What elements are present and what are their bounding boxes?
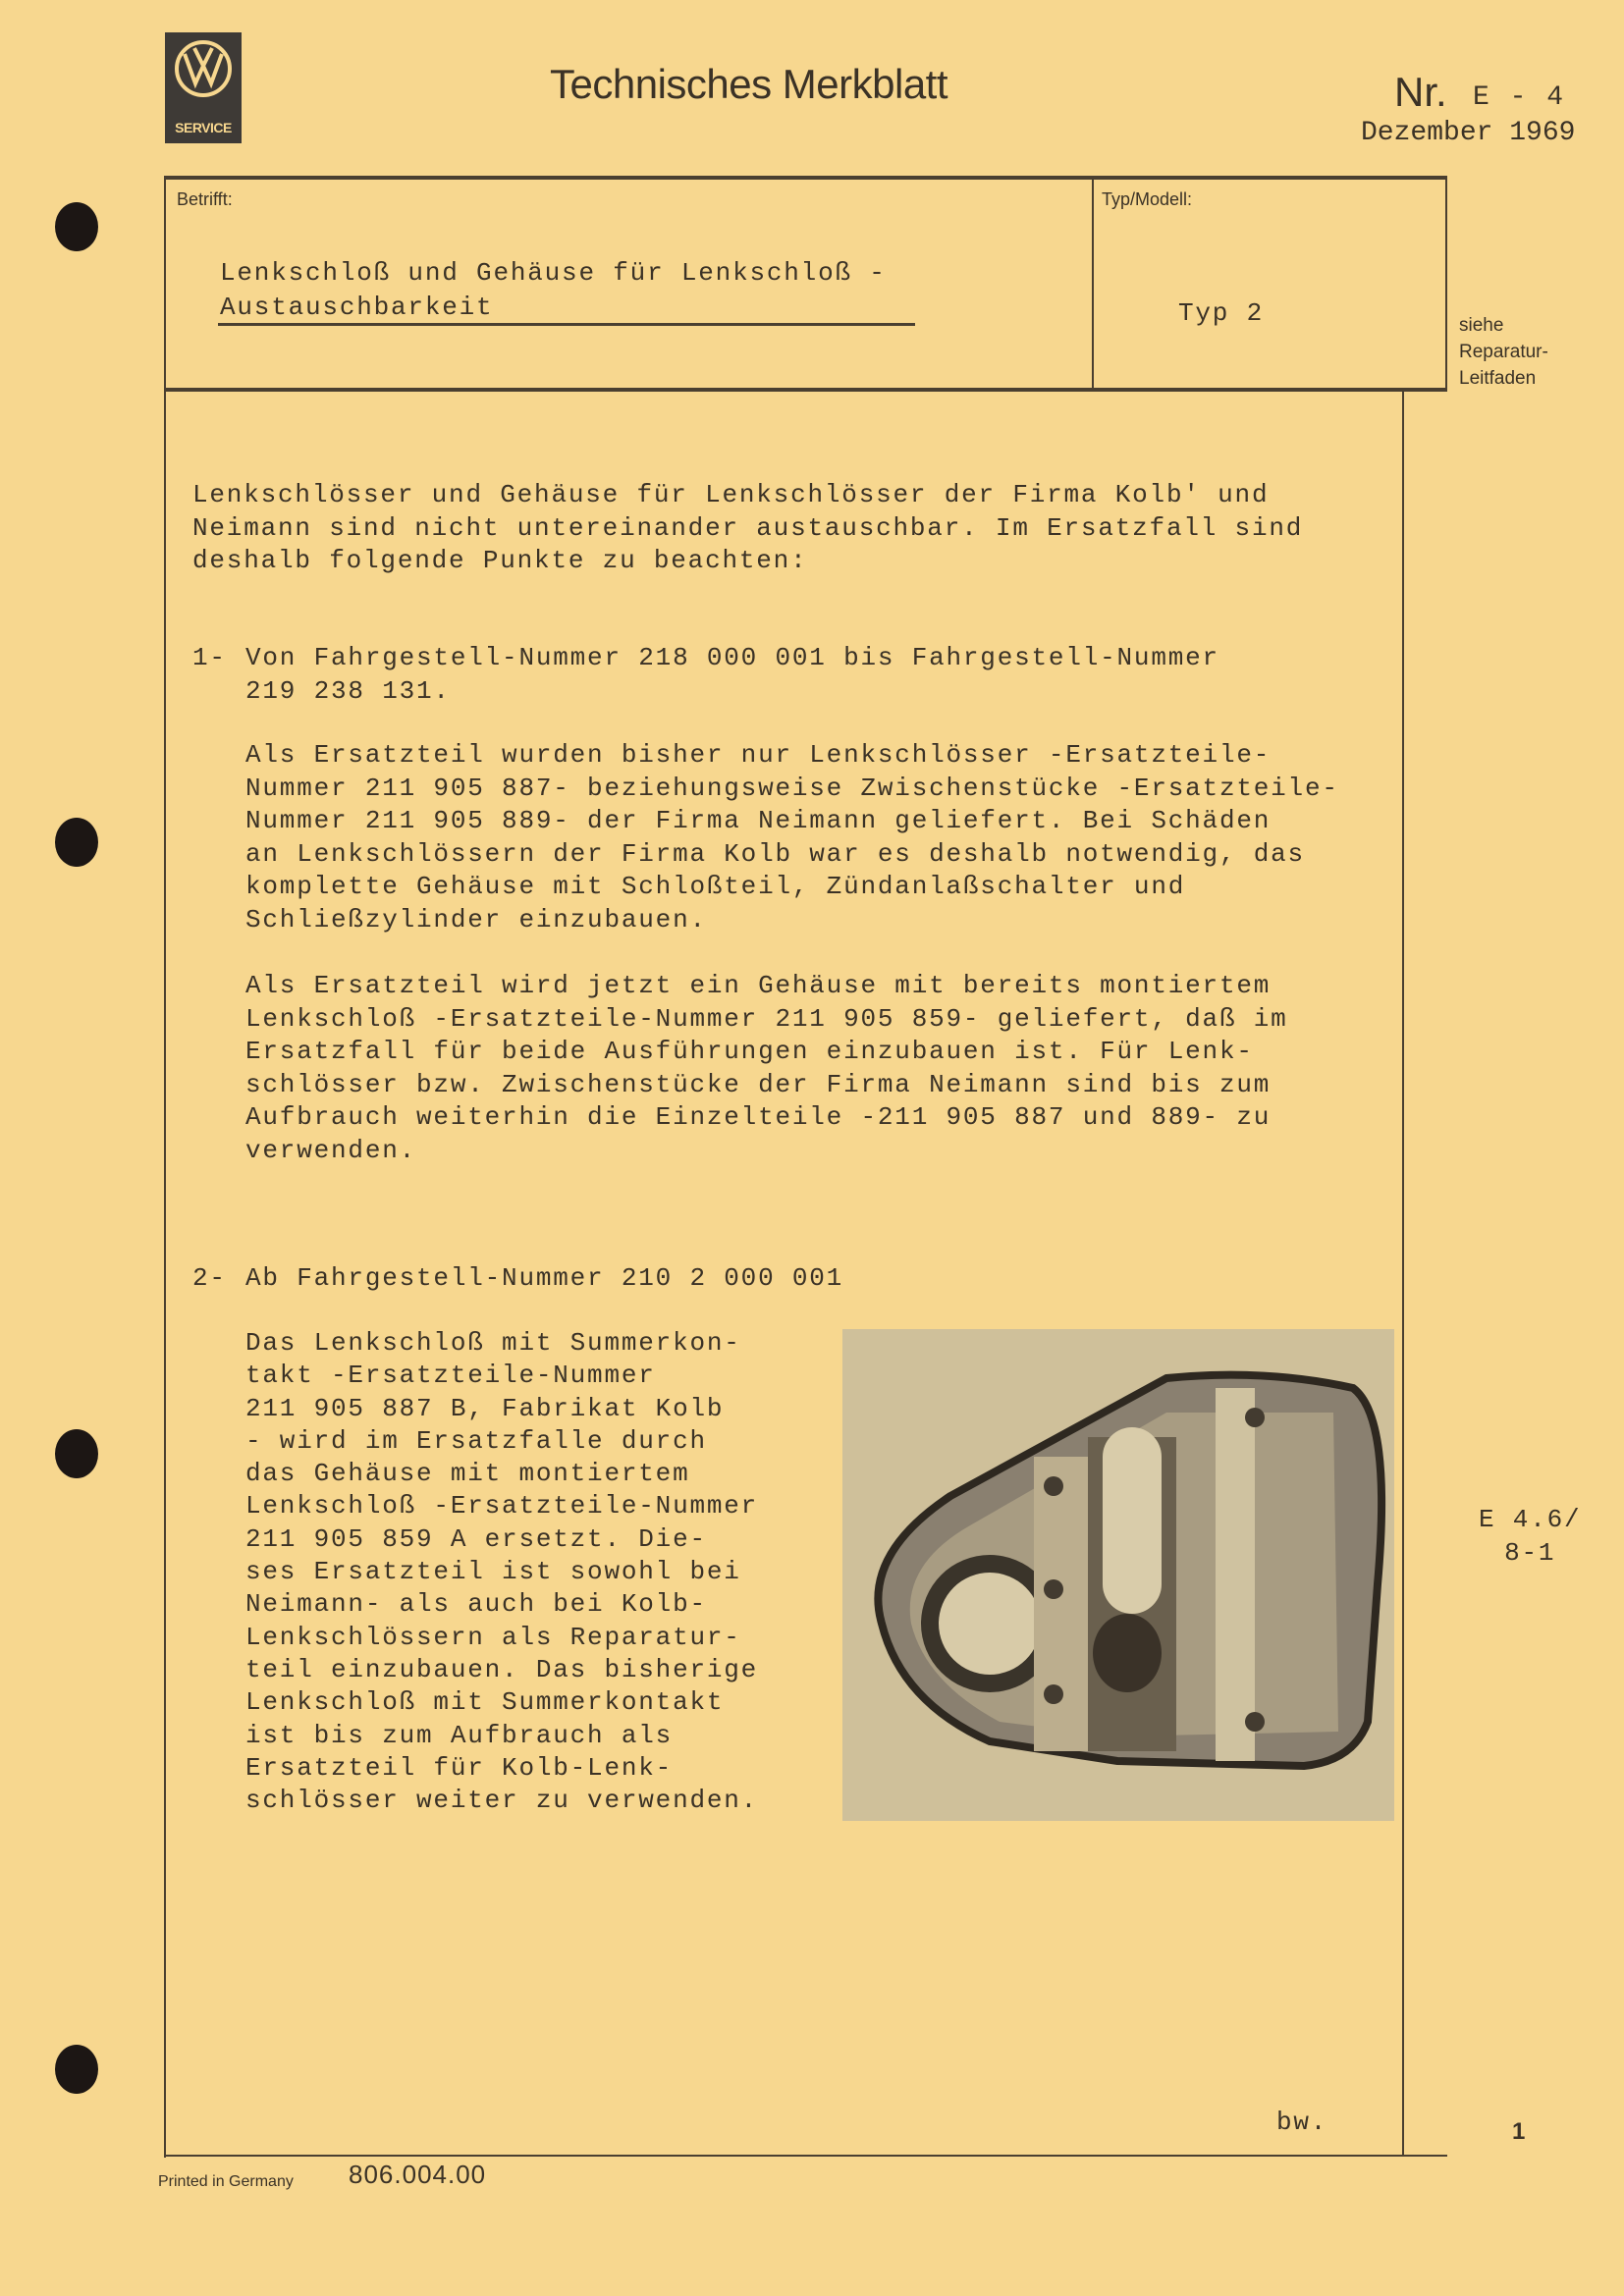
form-number: 806.004.00 [349,2160,487,2189]
vw-service-logo [165,32,242,143]
punch-hole [55,2045,98,2094]
page-number: 1 [1512,2118,1526,2145]
content-bottom-border [164,2155,1447,2157]
typ-column-divider [1092,179,1094,390]
box-top-border [164,176,1447,180]
item-2-number: 2- [192,1263,227,1293]
subject-underline [218,323,915,326]
item-1-heading: Von Fahrgestell-Nummer 218 000 001 bis Fahrgestell-Nummer 219 238 131. [245,643,1219,706]
side-note: siehe Reparatur- Leitfaden [1459,315,1548,389]
number-value: E - 4 [1473,82,1566,113]
item-2-paragraph: Das Lenkschloß mit Summerkon- takt -Ersatzteile-Nummer 211 905 887 B, Fabrikat Kolb - wird im Ersatzfalle durch das Gehäuse mit montiertem Lenkschloß -Ersatzteile-Nummer 211 905 859 A ersetzt. Die- ses Ersatzteil ist sowohl bei Neimann- als auch bei Kolb- Lenkschlössern als Reparatur- teil einzubauen. Das bisherige Lenkschloß mit Summerkontakt ist bis zum Aufbrauch als Ersatzteil für Kolb-Lenk- schlösser weiter zu verwenden. [245,1328,759,1816]
box-left-border [164,177,166,2158]
document-title: Technisches Merkblatt [550,61,948,107]
repair-manual-reference: E 4.6/ 8-1 [1479,1505,1582,1568]
punch-hole [55,818,98,867]
content-right-border [1402,390,1404,2157]
typ-label: Typ/Modell: [1102,189,1193,209]
subject-line-1: Lenkschloß und Gehäuse für Lenkschloß - [220,258,887,288]
intro-paragraph: Lenkschlösser und Gehäuse für Lenkschlösser der Firma Kolb' und Neimann sind nicht untereinander austauschbar. Im Ersatzfall sind deshalb folgende Punkte zu beachten: [192,480,1304,575]
item-2-heading: Ab Fahrgestell-Nummer 210 2 000 001 [245,1263,844,1293]
subject-line-2: Austauschbarkeit [220,293,494,322]
printed-in-germany: Printed in Germany [158,2173,294,2190]
betrifft-label: Betrifft: [177,189,233,209]
number-label: Nr. [1394,69,1447,115]
item-1-paragraph-1: Als Ersatzteil wurden bisher nur Lenkschlösser -Ersatzteile- Nummer 211 905 887- beziehungsweise Zwischenstücke -Ersatzteile- Nummer 211 905 889- der Firma Neimann geliefert. Bei Schäden an Lenkschlössern der Firma Kolb war es deshalb notwendig, das komplette Gehäuse mit Schloßteil, Zündanlaßschalter und Schließzylinder einzubauen. [245,740,1339,934]
typ-value: Typ 2 [1178,298,1265,328]
punch-hole [55,202,98,251]
item-1-number: 1- [192,643,227,672]
vw-logo-icon [173,38,234,99]
steering-lock-housing-photo [842,1329,1394,1821]
continued-marker: bw. [1276,2108,1328,2137]
item-1-paragraph-2: Als Ersatzteil wird jetzt ein Gehäuse mit bereits montiertem Lenkschloß -Ersatzteile-Nummer 211 905 859- geliefert, daß im Ersatzfall für beide Ausführungen einzubauen ist. Für Lenk- schlösser bzw. Zwischenstücke der Firma Neimann sind bis zum Aufbrauch weiterhin die Einzelteile -211 905 887 und 889- zu verwenden. [245,971,1288,1165]
document-date: Dezember 1969 [1361,118,1576,148]
box-divider [164,388,1447,392]
punch-hole [55,1429,98,1478]
logo-text: SERVICE [175,120,232,135]
box-right-border [1445,177,1447,390]
